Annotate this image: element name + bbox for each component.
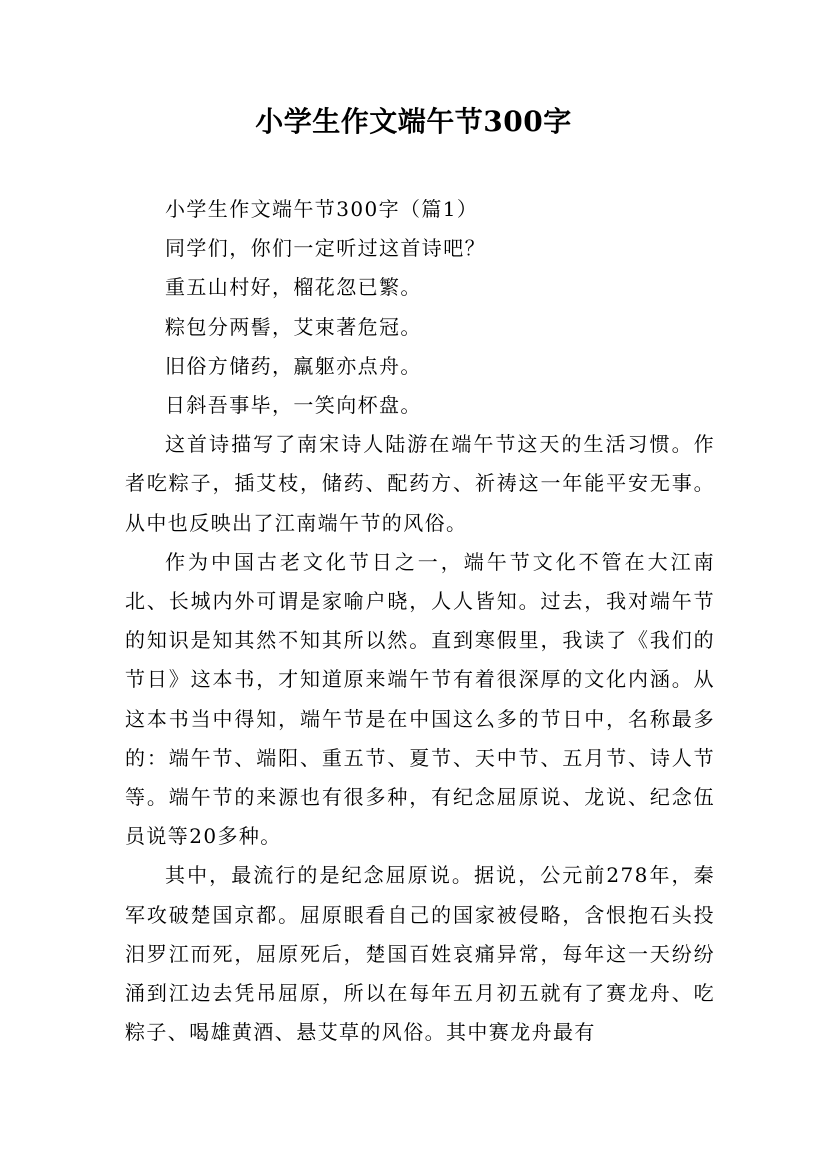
paragraph: 其中，最流行的是纪念屈原说。据说，公元前278年，秦军攻破楚国京都。屈原眼看自己的国家被侵略，含恨抱石头投汨罗江而死，屈原死后，楚国百姓哀痛异常，每年这一天纷纷涌到江边去凭吊屈原，所以在每年五月初五就有了赛龙舟、吃粽子、喝雄黄酒、悬艾草的风俗。其中赛龙舟最有 xyxy=(125,863,715,1045)
paragraph: 这首诗描写了南宋诗人陆游在端午节这天的生活习惯。作者吃粽子，插艾枝，储药、配药方、祈祷这一年能平安无事。从中也反映出了江南端午节的风俗。 xyxy=(125,432,715,535)
document-body xyxy=(125,190,715,1052)
paragraph: 同学们，你们一定听过这首诗吧？ xyxy=(165,236,486,261)
poem-line: 粽包分两髻，艾束著危冠。 xyxy=(165,314,422,339)
paragraph: 小学生作文端午节300字（篇1） xyxy=(165,197,479,221)
poem-line: 重五山村好，榴花忽已繁。 xyxy=(165,275,422,300)
paragraph: 作为中国古老文化节日之一，端午节文化不管在大江南北、长城内外可谓是家喻户晓，人人皆知。过去，我对端午节的知识是知其然不知其所以然。直到寒假里，我读了《我们的节日》这本书，才知道原来端午节有着很深厚的文化内涵。从这本书当中得知，端午节是在中国这么多的节日中，名称最多的：端午节、端阳、重五节、夏节、天中节、五月节、诗人节等。端午节的来源也有很多种，有纪念屈原说、龙说、纪念伍员说等20多种。 xyxy=(125,549,715,849)
document-title: 小学生作文端午节300字 xyxy=(255,105,572,138)
poem-line: 日斜吾事毕，一笑向杯盘。 xyxy=(165,393,422,418)
poem-line: 旧俗方储药，羸躯亦点舟。 xyxy=(165,353,422,378)
